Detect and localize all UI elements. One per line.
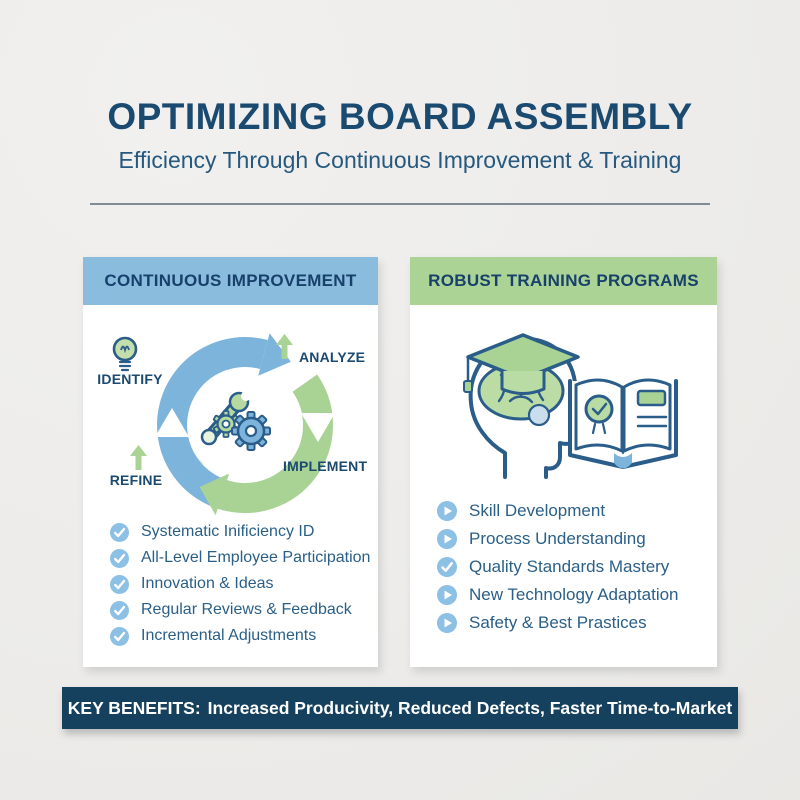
cycle-step-implement-label: IMPLEMENT [283, 458, 368, 474]
list-item [83, 571, 378, 597]
list-item-label: Incremental Adjustments [141, 627, 317, 644]
list-item [83, 597, 378, 623]
continuous-improvement-panel [83, 257, 378, 667]
check-icon [110, 601, 129, 620]
play-icon [437, 529, 457, 549]
lightbulb-icon [114, 338, 136, 370]
list-item [410, 525, 717, 553]
improvement-cycle-diagram [83, 305, 378, 535]
training-list [410, 497, 717, 637]
play-icon [437, 585, 457, 605]
wrench-and-gears-icon [202, 391, 270, 450]
list-item-label: Safety & Best Prastices [469, 613, 647, 632]
check-icon [110, 523, 129, 542]
list-item-label: Systematic Inificiency ID [141, 523, 315, 540]
play-icon [437, 501, 457, 521]
list-item-label: Innovation & Ideas [141, 575, 274, 592]
left-panel-title: CONTINUOUS IMPROVEMENT [104, 271, 357, 290]
right-panel-title: ROBUST TRAINING PROGRAMS [428, 271, 699, 290]
right-panel-header [410, 257, 717, 305]
training-programs-panel [410, 257, 717, 667]
check-icon [110, 575, 129, 594]
list-item [410, 609, 717, 637]
list-item [83, 519, 378, 545]
list-item-label: Process Understanding [469, 529, 646, 548]
training-manual-icon [570, 380, 676, 469]
cycle-step-analyze-label: ANALYZE [299, 349, 366, 365]
list-item [410, 553, 717, 581]
page-subtitle: Efficiency Through Continuous Improvement & Training [118, 147, 682, 173]
key-benefits-bar [62, 687, 738, 729]
key-benefits-text: Increased Producivity, Reduced Defects, Faster Time-to-Market [207, 697, 733, 718]
list-item-label: Quality Standards Mastery [469, 557, 670, 576]
cycle-step-refine-label: REFINE [109, 472, 163, 488]
list-item-label: Skill Development [469, 501, 606, 520]
left-panel-header [83, 257, 378, 305]
up-arrow-icon-refine [130, 445, 147, 470]
list-item [410, 581, 717, 609]
list-item [83, 623, 378, 649]
page-title: OPTIMIZING BOARD ASSEMBLY [107, 96, 693, 137]
training-icons [410, 305, 717, 487]
cycle-step-identify-label: IDENTIFY [97, 371, 163, 387]
header-divider [90, 203, 710, 205]
check-icon [110, 627, 129, 646]
list-item [410, 497, 717, 525]
list-item [83, 545, 378, 571]
list-item-label: New Technology Adaptation [469, 585, 679, 604]
improvement-checklist [83, 519, 378, 649]
list-item-label: All-Level Employee Participation [141, 549, 371, 566]
check-icon [110, 549, 129, 568]
play-icon [437, 613, 457, 633]
list-item-label: Regular Reviews & Feedback [141, 601, 352, 618]
check-icon [437, 557, 457, 577]
key-benefits-label: KEY BENEFITS: [67, 697, 201, 718]
